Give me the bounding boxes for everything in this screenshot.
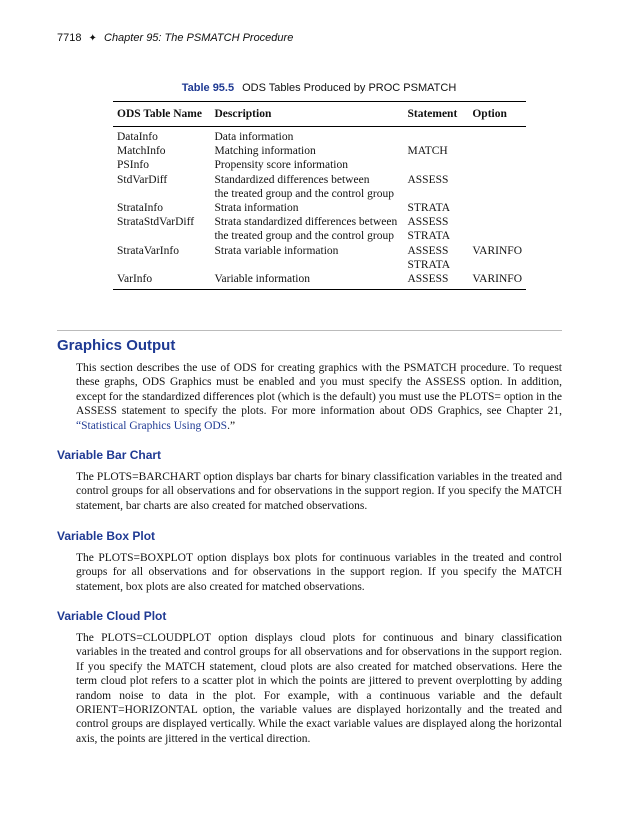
table-cell-option bbox=[468, 144, 526, 158]
graphics-output-intro: This section describes the use of ODS for creating graphics with the PSMATCH procedure. To request these graphs, ODS Graphics must be enabled and you must specify the ASSESS option. In addition, except for the standardized differences plot (which is the default) you must use the PLOTS= option in the ASSESS statement to specify the plots. For more information about ODS Graphics, see Chapter 21, bbox=[76, 362, 562, 418]
table-cell-description: Matching information bbox=[214, 145, 316, 158]
subsection-title-cloud-plot: Variable Cloud Plot bbox=[57, 609, 167, 623]
table-row bbox=[113, 158, 526, 172]
table-cell-description: Strata standardized differences between bbox=[214, 216, 398, 229]
table-cell-name: DataInfo bbox=[117, 131, 158, 143]
table-cell-statement: ASSESS bbox=[407, 173, 449, 186]
chapter-title: Chapter 95: The PSMATCH Procedure bbox=[104, 32, 294, 44]
table-row bbox=[113, 144, 526, 158]
table-cell-option bbox=[468, 187, 526, 201]
table-row bbox=[113, 173, 526, 187]
table-row bbox=[113, 127, 526, 145]
table-cell-name: StrataVarInfo bbox=[117, 244, 179, 257]
table-row bbox=[113, 244, 526, 258]
table-cell-statement: ASSESS bbox=[407, 244, 449, 257]
table-cell-option: VARINFO bbox=[472, 244, 522, 257]
table-row bbox=[113, 187, 526, 201]
table-cell-statement bbox=[403, 158, 468, 172]
table-cell-statement: STRATA bbox=[407, 258, 450, 271]
column-header-ods-table-name: ODS Table Name bbox=[113, 102, 210, 127]
table-cell-statement: MATCH bbox=[407, 145, 448, 158]
table-cell-description: Variable information bbox=[210, 272, 403, 290]
subsection-title-bar-chart: Variable Bar Chart bbox=[57, 448, 162, 462]
table-row bbox=[113, 258, 526, 272]
table-caption-text: ODS Tables Produced by PROC PSMATCH bbox=[242, 82, 457, 94]
table-cell-statement bbox=[403, 187, 468, 201]
bar-chart-paragraph: The PLOTS=BARCHART option displays bar charts for binary classification variables in the treated and control groups for all observations and for observations in the support region. If you specify the MATCH statement, bar charts are also created for matched observations. bbox=[76, 471, 562, 512]
table-cell-name bbox=[113, 258, 210, 272]
table-cell-statement: STRATA bbox=[407, 230, 450, 243]
box-plot-paragraph: The PLOTS=BOXPLOT option displays box plots for continuous variables in the treated and control groups for all observations and for observations in the support region. If you specify the MATCH statement, box plots are also created for matched observations. bbox=[76, 552, 562, 593]
table-cell-option: VARINFO bbox=[468, 272, 526, 290]
graphics-output-intro-end: .” bbox=[227, 419, 236, 432]
table-cell-statement: ASSESS bbox=[403, 272, 468, 290]
table-cell-description: the treated group and the control group bbox=[214, 230, 394, 243]
separator-icon: ✦ bbox=[88, 33, 97, 44]
table-row bbox=[113, 215, 526, 229]
table-cell-name: VarInfo bbox=[113, 272, 210, 290]
section-divider bbox=[57, 330, 562, 331]
ods-tables-table bbox=[113, 101, 526, 290]
table-cell-option bbox=[468, 127, 526, 145]
table-cell-option bbox=[468, 201, 526, 215]
column-header-description: Description bbox=[210, 102, 403, 127]
table-cell-description: Standardized differences between bbox=[214, 173, 370, 186]
table-cell-name: StdVarDiff bbox=[117, 173, 168, 186]
subsection-title-box-plot: Variable Box Plot bbox=[57, 529, 156, 543]
table-cell-statement bbox=[403, 127, 468, 145]
running-header bbox=[57, 32, 293, 44]
table-cell-option bbox=[468, 215, 526, 229]
table-cell-statement: ASSESS bbox=[407, 216, 449, 229]
table-cell-name: PSInfo bbox=[117, 159, 149, 172]
column-header-option: Option bbox=[468, 102, 526, 127]
table-header-row bbox=[113, 102, 526, 127]
table-cell-option bbox=[468, 258, 526, 272]
table-cell-description: Strata information bbox=[214, 202, 299, 215]
table-cell-description: Propensity score information bbox=[214, 159, 348, 172]
table-row bbox=[113, 229, 526, 243]
table-cell-description: Data information bbox=[214, 131, 294, 143]
table-cell-name bbox=[113, 229, 210, 243]
table-caption-label: Table 95.5 bbox=[181, 82, 235, 94]
table-row bbox=[113, 272, 526, 290]
table-cell-description bbox=[210, 258, 403, 272]
statistical-graphics-link[interactable]: “Statistical Graphics Using ODS bbox=[76, 419, 228, 432]
table-row bbox=[113, 201, 526, 215]
table-cell-description: Strata variable information bbox=[214, 244, 339, 257]
table-cell-description: the treated group and the control group bbox=[214, 187, 394, 200]
cloud-plot-paragraph: The PLOTS=CLOUDPLOT option displays cloud plots for continuous and binary classification variables in the treated and control groups for all observations and for observations in the support region. If you specify the MATCH statement, cloud plots are also created for matched observations. Here the term cloud plot refers to a scatter plot in which the points are jittered to prevent overplotting by adding random noise to data in the plot. For example, with a continuous variable and the default ORIENT=HORIZONTAL option, the variable values are displayed horizontally and the treated and control groups are displayed vertically. While the exact variable values are displayed along the horizontal axis, the points are jittered in the vertical direction. bbox=[76, 632, 562, 745]
table-cell-name: StrataStdVarDiff bbox=[117, 216, 195, 229]
page-number: 7718 bbox=[57, 32, 82, 44]
column-header-statement: Statement bbox=[403, 102, 468, 127]
table-cell-name: MatchInfo bbox=[117, 145, 166, 158]
table-cell-option bbox=[468, 158, 526, 172]
table-cell-statement: STRATA bbox=[407, 202, 450, 215]
table-cell-option bbox=[468, 173, 526, 187]
table-cell-name bbox=[113, 187, 210, 201]
table-cell-option bbox=[468, 229, 526, 243]
graphics-output-paragraph bbox=[76, 361, 562, 433]
table-caption bbox=[0, 82, 638, 94]
section-title-graphics-output: Graphics Output bbox=[57, 337, 176, 354]
table-cell-name: StrataInfo bbox=[117, 202, 163, 215]
